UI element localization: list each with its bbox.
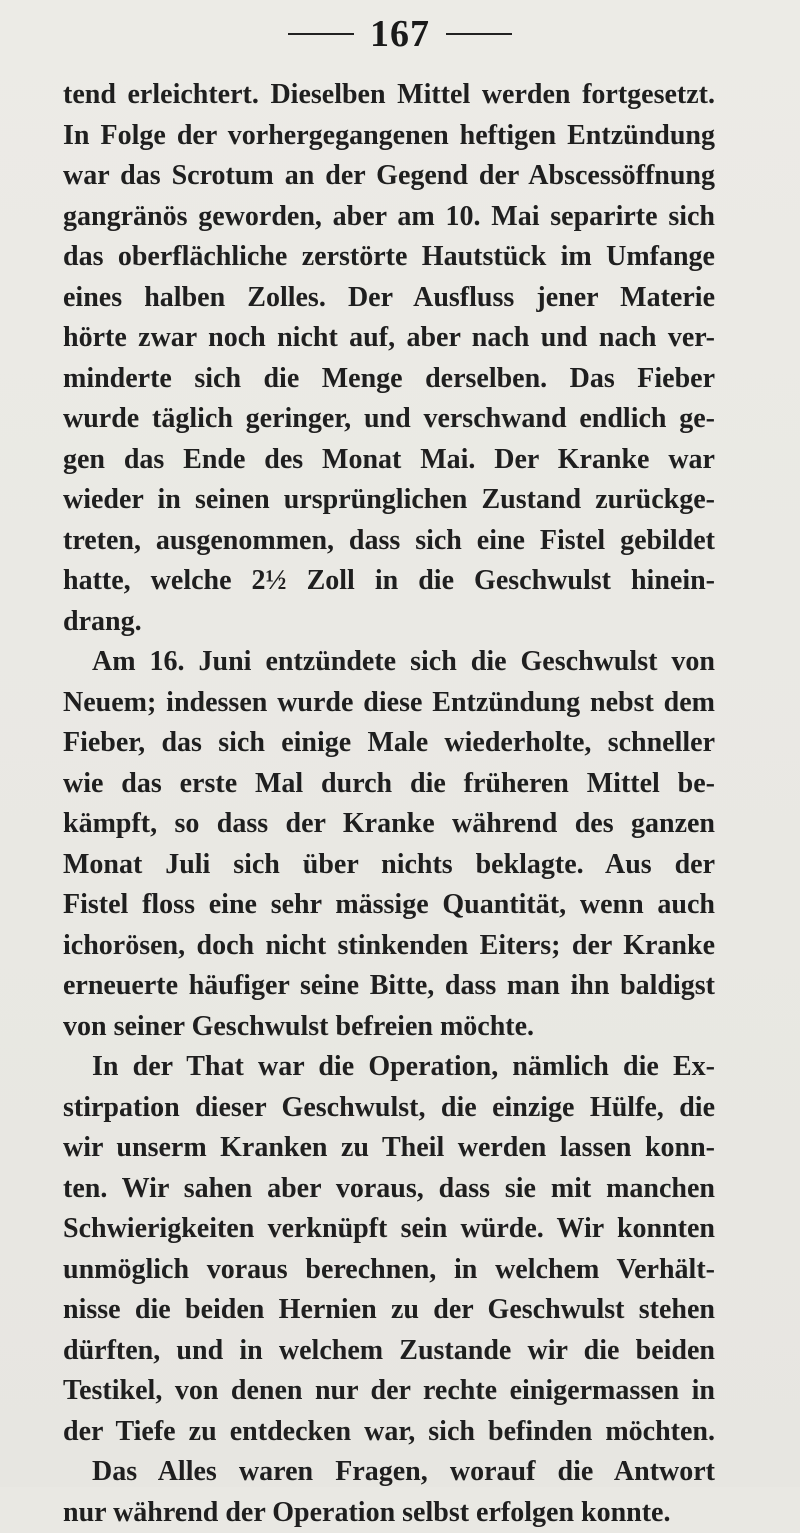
page-number: 167 [370,12,430,56]
text-line: Schwierigkeiten verknüpft sein würde. Wir konnten [63,1209,715,1250]
text-line: erneuerte häufiger seine Bitte, dass man ihn baldigst [63,966,715,1007]
text-line: nisse die beiden Hernien zu der Geschwulst stehen [63,1290,715,1331]
text-line: der Tiefe zu entdecken war, sich befinden möchten. [63,1412,715,1453]
text-line: hatte, welche 2½ Zoll in die Geschwulst hinein- [63,561,715,602]
text-line: Am 16. Juni entzündete sich die Geschwulst von [63,642,715,683]
text-line: gen das Ende des Monat Mai. Der Kranke war [63,440,715,481]
text-line: hörte zwar noch nicht auf, aber nach und nach ver- [63,318,715,359]
text-line: wieder in seinen ursprünglichen Zustand zurückge- [63,480,715,521]
text-line: ichorösen, doch nicht stinkenden Eiters; der Kranke [63,926,715,967]
text-line: Das Alles waren Fragen, worauf die Antwort [63,1452,715,1493]
text-line: Testikel, von denen nur der rechte einigermassen in [63,1371,715,1412]
text-line: Monat Juli sich über nichts beklagte. Aus der [63,845,715,886]
text-line: unmöglich voraus berechnen, in welchem Verhält- [63,1250,715,1291]
text-line: Fistel floss eine sehr mässige Quantität, wenn auch [63,885,715,926]
text-line: ten. Wir sahen aber voraus, dass sie mit manchen [63,1169,715,1210]
body-text [63,75,715,1533]
text-line: Fieber, das sich einige Male wiederholte, schneller [63,723,715,764]
text-line: treten, ausgenommen, dass sich eine Fistel gebildet [63,521,715,562]
text-line: nur während der Operation selbst erfolgen konnte. [63,1493,715,1533]
text-line: wir unserm Kranken zu Theil werden lassen konn- [63,1128,715,1169]
header-rule-left [288,33,354,35]
text-line: minderte sich die Menge derselben. Das Fieber [63,359,715,400]
text-line: war das Scrotum an der Gegend der Abscessöffnung [63,156,715,197]
text-line: das oberflächliche zerstörte Hautstück im Umfange [63,237,715,278]
page-header [0,12,800,56]
header-rule-right [446,33,512,35]
text-line: In der That war die Operation, nämlich die Ex- [63,1047,715,1088]
text-line: Neuem; indessen wurde diese Entzündung nebst dem [63,683,715,724]
text-line: wurde täglich geringer, und verschwand endlich ge- [63,399,715,440]
text-line: tend erleichtert. Dieselben Mittel werden fortgesetzt. [63,75,715,116]
text-line: von seiner Geschwulst befreien möchte. [63,1007,715,1048]
text-line: stirpation dieser Geschwulst, die einzige Hülfe, die [63,1088,715,1129]
text-line: gangränös geworden, aber am 10. Mai separirte sich [63,197,715,238]
text-line: dürften, und in welchem Zustande wir die beiden [63,1331,715,1372]
text-line: wie das erste Mal durch die früheren Mittel be- [63,764,715,805]
text-line: eines halben Zolles. Der Ausfluss jener Materie [63,278,715,319]
text-line: kämpft, so dass der Kranke während des ganzen [63,804,715,845]
text-line: In Folge der vorhergegangenen heftigen Entzündung [63,116,715,157]
text-line: drang. [63,602,715,643]
